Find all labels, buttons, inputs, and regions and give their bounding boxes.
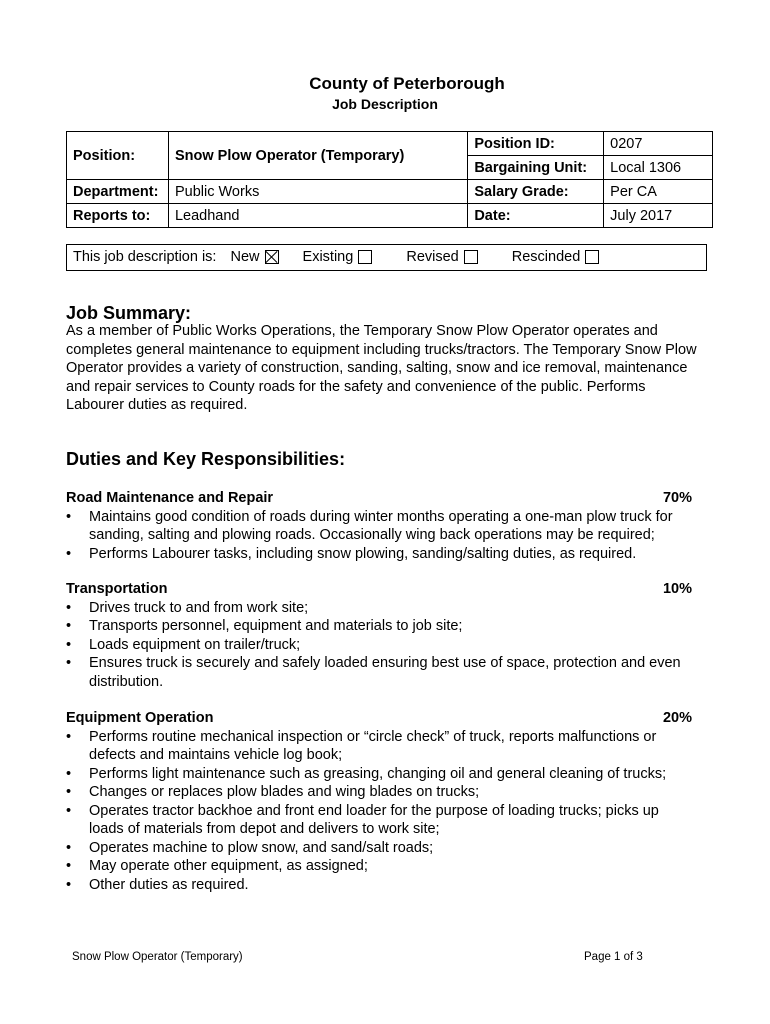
footer-page-number: Page 1 of 3 <box>584 951 643 963</box>
job-summary-text: As a member of Public Works Operations, the Temporary Snow Plow Operator operates and completes general maintenance to equipment including trucks/tractors. The Temporary Snow Plow Operator provides a variety of construction, sanding, salting, snow and ice removal, maintenance and repair services to County roads for the safety and convenience of the public. Performs Labourer duties as required. <box>66 323 697 413</box>
position-value: Snow Plow Operator (Temporary) <box>168 132 467 180</box>
list-item: • Operates tractor backhoe and front end loader for the purpose of loading trucks; picks up loads of materials from depot and delivers to work site; <box>66 802 692 839</box>
section-percent: 20% <box>662 710 692 726</box>
section-title: Transportation <box>66 581 168 597</box>
section-title: Equipment Operation <box>66 710 214 726</box>
date-label: Date: <box>468 204 604 228</box>
status-new-label: New <box>230 249 260 266</box>
position-label: Position: <box>67 132 169 180</box>
position-info-table <box>66 131 713 228</box>
status-existing-checkbox[interactable] <box>358 250 372 264</box>
list-item: • Transports personnel, equipment and materials to job site; <box>66 617 692 636</box>
department-value: Public Works <box>168 180 467 204</box>
salary-grade-label: Salary Grade: <box>468 180 604 204</box>
footer-document-name: Snow Plow Operator (Temporary) <box>72 951 243 963</box>
list-item: • Performs light maintenance such as greasing, changing oil and general cleaning of trucks; <box>66 765 692 784</box>
position-id-label: Position ID: <box>468 132 604 156</box>
list-item: • Performs routine mechanical inspection or “circle check” of truck, reports malfunctions or defects and maintains vehicle log book; <box>66 728 692 765</box>
status-existing-label: Existing <box>302 249 354 266</box>
duty-section-road-maintenance <box>66 489 692 563</box>
list-item: • Maintains good condition of roads during winter months operating a one-man plow truck for sanding, salting and plowing roads. Occasionally wing back operations may be required; <box>66 508 692 545</box>
duty-section-equipment-operation <box>66 709 692 894</box>
duties-heading: Duties and Key Responsibilities: <box>66 449 346 469</box>
status-rescinded-checkbox[interactable] <box>585 250 599 264</box>
department-label: Department: <box>67 180 169 204</box>
document-subtitle: Job Description <box>332 96 438 112</box>
status-prefix: This job description is: <box>73 249 217 266</box>
reports-to-value: Leadhand <box>168 204 467 228</box>
salary-grade-value: Per CA <box>604 180 713 204</box>
list-item: • Changes or replaces plow blades and wing blades on trucks; <box>66 783 692 802</box>
status-rescinded-label: Rescinded <box>511 249 581 266</box>
list-item: • Drives truck to and from work site; <box>66 599 692 618</box>
status-new-checkbox[interactable] <box>265 250 279 264</box>
job-summary-heading: Job Summary: <box>66 303 192 323</box>
job-description-status-box <box>66 244 707 271</box>
section-percent: 70% <box>662 490 692 506</box>
duty-section-transportation <box>66 580 692 691</box>
status-revised-label: Revised <box>406 249 459 266</box>
date-value: July 2017 <box>604 204 713 228</box>
list-item: • May operate other equipment, as assigned; <box>66 857 692 876</box>
bargaining-unit-value: Local 1306 <box>604 156 713 180</box>
list-item: • Loads equipment on trailer/truck; <box>66 636 692 655</box>
reports-to-label: Reports to: <box>67 204 169 228</box>
bargaining-unit-label: Bargaining Unit: <box>468 156 604 180</box>
list-item: • Operates machine to plow snow, and sand/salt roads; <box>66 839 692 858</box>
position-id-value: 0207 <box>604 132 713 156</box>
list-item: • Ensures truck is securely and safely loaded ensuring best use of space, protection and even distribution. <box>66 654 692 691</box>
status-revised-checkbox[interactable] <box>464 250 478 264</box>
section-percent: 10% <box>662 581 692 597</box>
document-title: County of Peterborough <box>309 74 505 93</box>
list-item: • Other duties as required. <box>66 876 692 895</box>
section-title: Road Maintenance and Repair <box>66 490 274 506</box>
list-item: • Performs Labourer tasks, including snow plowing, sanding/salting duties, as required. <box>66 545 692 564</box>
